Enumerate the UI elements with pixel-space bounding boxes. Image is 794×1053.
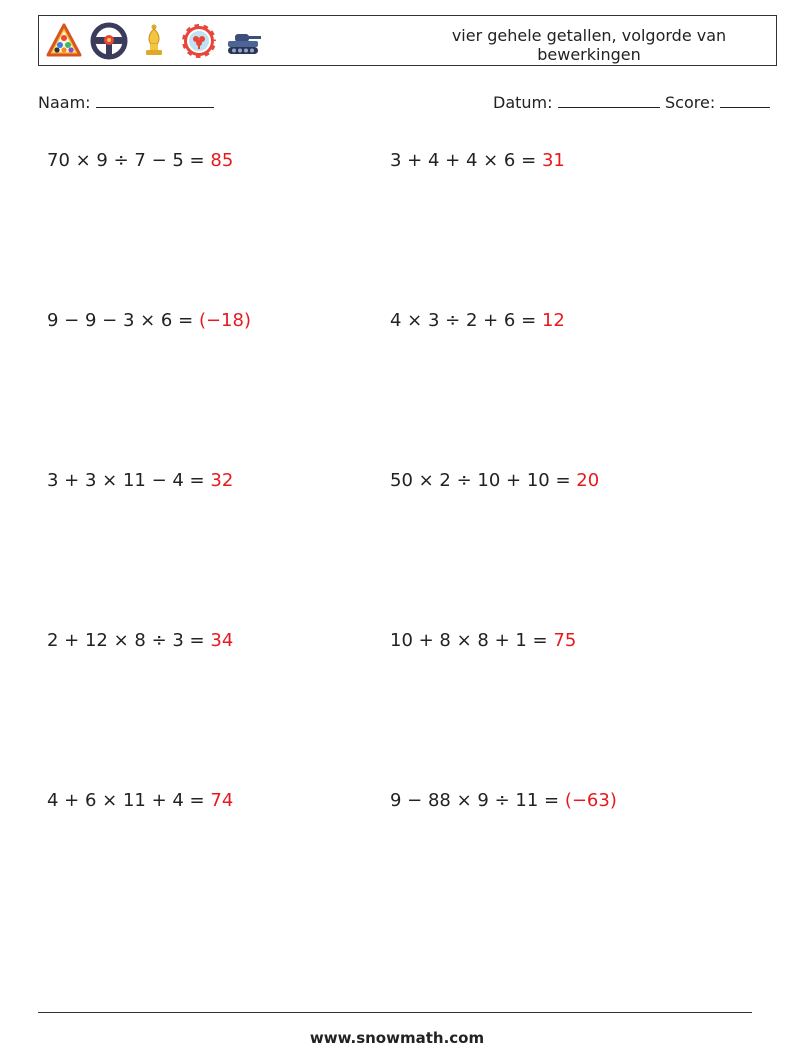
- problem-expression: 9 − 9 − 3 × 6 =: [47, 310, 194, 331]
- problem-expression: 2 + 12 × 8 ÷ 3 =: [47, 630, 205, 651]
- name-blank[interactable]: [96, 93, 214, 108]
- problem-10: [390, 790, 617, 811]
- problem-expression: 50 × 2 ÷ 10 + 10 =: [390, 470, 571, 491]
- score-blank[interactable]: [720, 93, 770, 108]
- problem-answer: 75: [553, 630, 577, 651]
- date-blank[interactable]: [558, 93, 660, 108]
- header-box: [38, 15, 777, 66]
- problem-answer: (−63): [564, 790, 617, 811]
- problem-3: [47, 310, 251, 331]
- problem-expression: 4 × 3 ÷ 2 + 6 =: [390, 310, 537, 331]
- problem-answer: 20: [576, 470, 600, 491]
- steering-wheel-icon: [90, 22, 128, 60]
- problem-expression: 4 + 6 × 11 + 4 =: [47, 790, 205, 811]
- problem-6: [390, 470, 599, 491]
- problem-answer: 85: [210, 150, 234, 171]
- name-label: Naam:: [38, 93, 91, 112]
- problem-answer: (−18): [198, 310, 251, 331]
- problem-answer: 31: [541, 150, 565, 171]
- problem-expression: 3 + 4 + 4 × 6 =: [390, 150, 537, 171]
- problem-expression: 10 + 8 × 8 + 1 =: [390, 630, 548, 651]
- problem-2: [390, 150, 565, 171]
- date-label: Datum:: [493, 93, 553, 112]
- header-icons: [45, 22, 270, 60]
- problem-expression: 9 − 88 × 9 ÷ 11 =: [390, 790, 560, 811]
- problem-answer: 32: [210, 470, 234, 491]
- problem-8: [390, 630, 576, 651]
- footer-url[interactable]: www.snowmath.com: [309, 1029, 485, 1047]
- worksheet-title: vier gehele getallen, volgorde van bewerkingen: [451, 26, 727, 64]
- problem-answer: 34: [210, 630, 234, 651]
- problem-9: [47, 790, 233, 811]
- casino-chip-icon: [180, 22, 218, 60]
- score-field[interactable]: [665, 93, 770, 112]
- score-label: Score:: [665, 93, 716, 112]
- problem-5: [47, 470, 233, 491]
- date-field[interactable]: [493, 93, 660, 112]
- problem-expression: 3 + 3 × 11 − 4 =: [47, 470, 205, 491]
- problem-answer: 74: [210, 790, 234, 811]
- billiard-rack-icon: [45, 22, 83, 60]
- problem-4: [390, 310, 565, 331]
- chess-bishop-icon: [135, 22, 173, 60]
- problem-expression: 70 × 9 ÷ 7 − 5 =: [47, 150, 205, 171]
- problem-7: [47, 630, 233, 651]
- name-field[interactable]: [38, 93, 214, 112]
- problem-1: [47, 150, 233, 171]
- tank-icon: [225, 22, 263, 60]
- problem-answer: 12: [541, 310, 565, 331]
- footer-divider: [38, 1012, 752, 1013]
